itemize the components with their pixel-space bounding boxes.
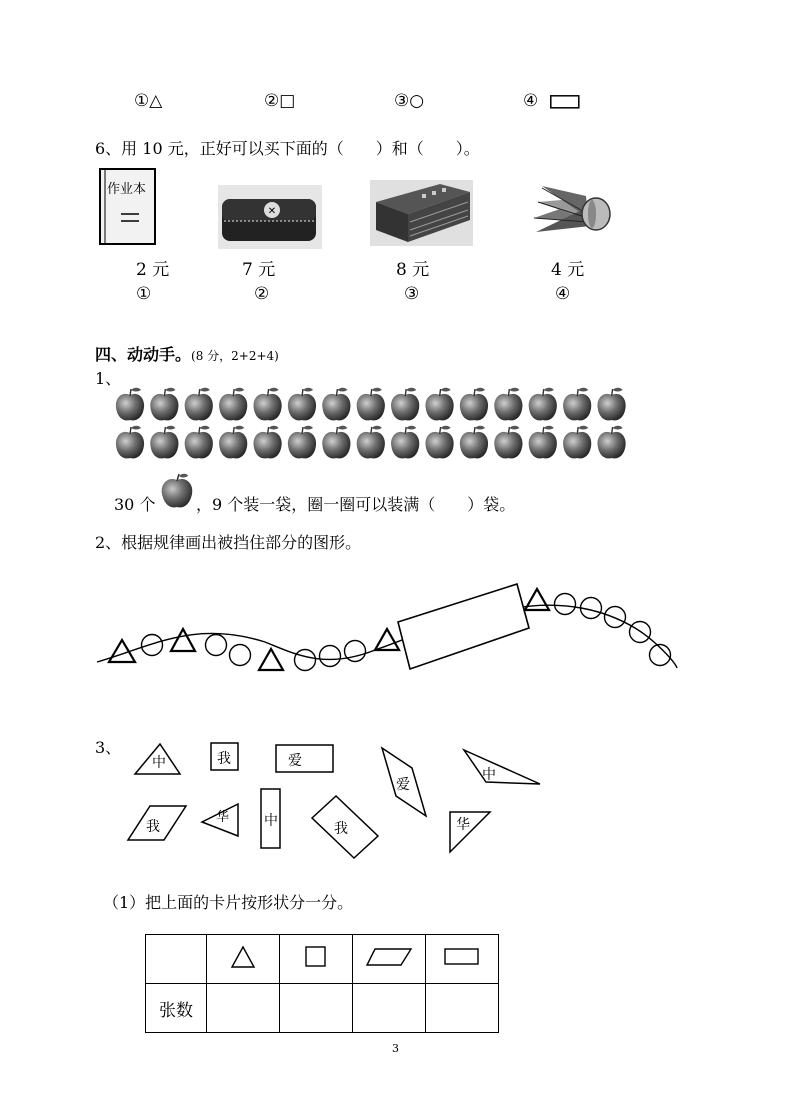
option-number: ③ — [394, 91, 410, 111]
apple-icon — [357, 426, 385, 459]
card-triangle-2 — [462, 748, 542, 786]
apple-grid — [114, 386, 634, 466]
apple-icon — [563, 388, 591, 421]
circle-shape — [345, 641, 366, 662]
apple-icon — [185, 388, 213, 421]
circle-shape — [142, 635, 163, 656]
price-chess-box: 8 元 — [396, 260, 430, 280]
section-title: 四、动动手。 — [95, 345, 192, 364]
apple-icon — [160, 472, 194, 510]
apple-icon — [494, 426, 522, 459]
card-text: 中 — [152, 755, 166, 771]
rectangle-icon — [550, 95, 580, 109]
apple-icon — [116, 426, 144, 459]
q1-label: 1、 — [95, 369, 122, 388]
item-number-4: ④ — [555, 284, 571, 304]
table-row-label: 张数 — [146, 984, 207, 1033]
card-triangle-4 — [448, 810, 492, 854]
apple-icon — [219, 388, 247, 421]
shuttlecock-icon — [528, 178, 612, 246]
answer-table — [145, 934, 499, 1033]
apple-icon — [529, 426, 557, 459]
apple-icon — [494, 388, 522, 421]
table-count-row — [146, 984, 499, 1033]
table-header-row — [146, 935, 499, 984]
price-notebook: 2 元 — [136, 260, 170, 280]
q5-option-4 — [523, 91, 538, 111]
apple-icon — [460, 388, 488, 421]
card-text: 爱 — [288, 753, 302, 769]
count-cell-parallelogram[interactable] — [353, 984, 426, 1033]
apple-icon — [219, 426, 247, 459]
circle-shape — [555, 594, 576, 615]
apple-icon — [357, 388, 385, 421]
option-shape: □ — [279, 91, 296, 111]
table-header-square — [280, 935, 353, 984]
item-number-3: ③ — [404, 284, 420, 304]
section-4-heading — [95, 342, 279, 365]
notebook-label: 作业本 — [107, 182, 147, 197]
apple-icon — [322, 426, 350, 459]
triangle-shape — [259, 649, 283, 670]
apple-icon — [185, 426, 213, 459]
circle-shape — [230, 645, 251, 666]
apple-icon — [254, 388, 282, 421]
price-shuttlecock: 4 元 — [551, 260, 585, 280]
sub1-text: （1）把上面的卡片按形状分一分。 — [103, 893, 354, 912]
table-header-rectangle — [426, 935, 499, 984]
apple-icon — [288, 426, 316, 459]
parallelogram-icon — [365, 947, 413, 967]
chess-box-icon — [370, 180, 473, 246]
table-corner-cell — [146, 935, 207, 984]
option-number: ② — [264, 91, 280, 111]
circle-shape — [320, 646, 341, 667]
card-rectangle-1 — [275, 744, 335, 774]
apple-icon — [529, 388, 557, 421]
apple-icon — [598, 388, 626, 421]
circle-shape — [295, 650, 316, 671]
card-text: 我 — [217, 751, 231, 767]
rectangle-icon — [444, 948, 480, 966]
apple-icon — [598, 426, 626, 459]
table-header-parallelogram — [353, 935, 426, 984]
pencil-case-icon — [218, 185, 322, 249]
price-pencil-case: 7 元 — [242, 260, 276, 280]
count-cell-rectangle[interactable] — [426, 984, 499, 1033]
apple-icon — [254, 426, 282, 459]
apple-icon — [563, 426, 591, 459]
card-text: 华 — [456, 817, 470, 833]
apple-icon — [116, 388, 144, 421]
option-number: ④ — [523, 91, 539, 111]
card-text: 中 — [264, 813, 278, 829]
apple-icon — [460, 426, 488, 459]
q1-count: 30 个 — [114, 495, 156, 514]
option-shape: △ — [149, 91, 163, 111]
item-number-1: ① — [136, 284, 152, 304]
count-cell-triangle[interactable] — [207, 984, 280, 1033]
apple-icon — [150, 426, 178, 459]
svg-text:✕: ✕ — [267, 206, 277, 217]
count-cell-square[interactable] — [280, 984, 353, 1033]
table-header-triangle — [207, 935, 280, 984]
section-score: (8 分，2+2+4) — [191, 349, 279, 363]
apple-icon — [391, 388, 419, 421]
card-text: 我 — [146, 819, 160, 835]
q5-option-1 — [134, 91, 162, 111]
q5-option-3 — [394, 91, 424, 111]
item-number-2: ② — [254, 284, 270, 304]
square-icon — [305, 946, 327, 968]
circle-shape — [206, 635, 227, 656]
q3-label: 3、 — [95, 738, 122, 757]
q1-text: ，9 个装一袋，圈一圈可以装满（ ）袋。 — [196, 495, 516, 514]
q5-option-2 — [264, 91, 295, 111]
option-shape: ○ — [409, 91, 425, 111]
apple-icon — [426, 388, 454, 421]
apple-icon — [426, 426, 454, 459]
apple-icon — [150, 388, 178, 421]
card-text: 我 — [334, 821, 348, 837]
option-number: ① — [134, 91, 150, 111]
triangle-icon — [230, 945, 256, 969]
circle-shape — [605, 607, 626, 628]
apple-icon — [288, 388, 316, 421]
q2-text: 2、根据规律画出被挡住部分的图形。 — [95, 533, 362, 552]
pattern-diagram — [95, 580, 680, 690]
triangle-shape — [171, 629, 195, 651]
page-number: 3 — [392, 1042, 399, 1055]
card-text: 中 — [482, 767, 496, 783]
q6-text: 6、用 10 元，正好可以买下面的（ ）和（ ）。 — [95, 139, 480, 158]
covering-box — [398, 584, 529, 669]
card-text: 爱 — [396, 777, 410, 793]
apple-icon — [322, 388, 350, 421]
notebook-image — [99, 168, 157, 246]
apple-icon — [391, 426, 419, 459]
triangle-shape — [375, 629, 399, 650]
card-text: 华 — [216, 810, 230, 825]
